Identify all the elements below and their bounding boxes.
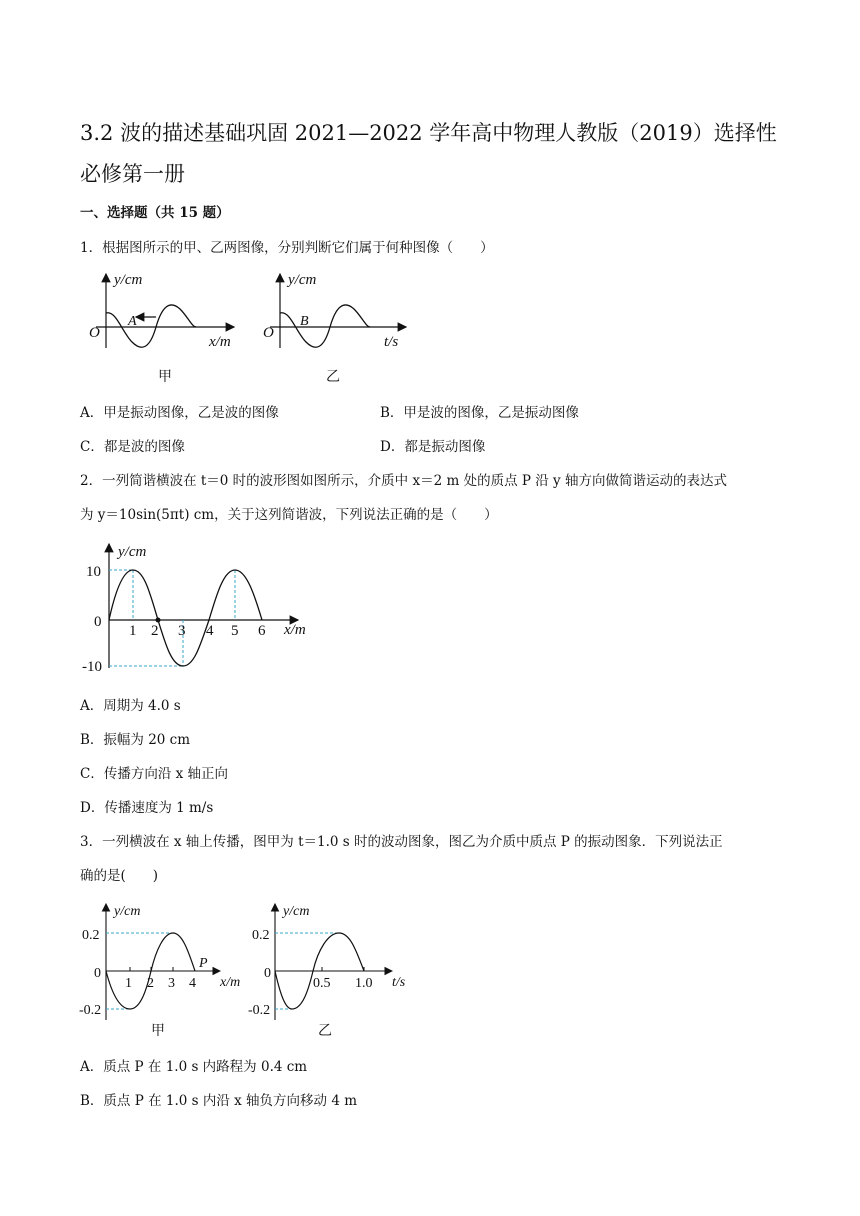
xlabel: x/m xyxy=(220,975,241,990)
q1-option-c[interactable]: C．都是波的图像 xyxy=(80,439,185,455)
y-tick-zero: 0 xyxy=(264,966,271,981)
q1-option-d[interactable]: D．都是振动图像 xyxy=(380,439,486,455)
wave-curve xyxy=(109,570,262,666)
origin-label: O xyxy=(89,325,100,341)
q1-figure-jia xyxy=(84,270,254,390)
point-label: B xyxy=(300,314,309,329)
y-tick-top: 10 xyxy=(86,564,101,580)
q2-figure xyxy=(80,538,330,688)
question-3-line-2: 确的是( ) xyxy=(80,868,159,884)
q3-option-a[interactable]: A．质点 P 在 1.0 s 内路程为 0.4 cm xyxy=(80,1059,308,1075)
x-tick-2: 2 xyxy=(151,623,159,639)
x-tick-4: 4 xyxy=(206,623,214,639)
x-tick-3: 3 xyxy=(178,623,186,639)
q1-option-a[interactable]: A．甲是振动图像，乙是波的图像 xyxy=(80,405,279,421)
wave-curve xyxy=(106,305,196,347)
y-tick-top: 0.2 xyxy=(252,928,270,943)
figure-caption: 乙 xyxy=(318,1024,332,1039)
q2-option-c[interactable]: C．传播方向沿 x 轴正向 xyxy=(80,766,229,782)
xlabel: t/s xyxy=(392,975,406,990)
question-2-line-1: 2．一列简谐横波在 t＝0 时的波形图如图所示，介质中 x＝2 m 处的质点 P 沿 y 轴方向做简谐运动的表达式 xyxy=(80,473,727,489)
q2-option-d[interactable]: D．传播速度为 1 m/s xyxy=(80,800,214,816)
vibration-curve xyxy=(280,305,370,347)
x-tick-3: 3 xyxy=(168,976,175,991)
point-label: P xyxy=(199,956,208,971)
ylabel: y/cm xyxy=(288,272,317,288)
y-tick-bottom: -10 xyxy=(82,659,102,675)
q2-option-b[interactable]: B．振幅为 20 cm xyxy=(80,732,191,748)
section-heading: 一、选择题（共 15 题） xyxy=(80,205,230,221)
x-tick-2: 2 xyxy=(147,976,154,991)
question-1-stem: 1．根据图所示的甲、乙两图像，分别判断它们属于何种图像（ ） xyxy=(80,240,494,256)
y-tick-bottom: -0.2 xyxy=(248,1003,271,1018)
q1-option-b[interactable]: B．甲是波的图像，乙是振动图像 xyxy=(380,405,579,421)
x-tick-1: 1 xyxy=(129,623,137,639)
q3-figure-jia xyxy=(78,898,258,1043)
origin-label: O xyxy=(263,325,274,341)
q1-figure-yi xyxy=(258,270,428,390)
question-2-line-2: 为 y＝10sin(5πt) cm，关于这列简谐波，下列说法正确的是（ ） xyxy=(80,507,498,523)
ylabel: y/cm xyxy=(114,272,143,288)
figure-caption: 乙 xyxy=(326,370,340,385)
document-title: 3.2 波的描述基础巩固 2021—2022 学年高中物理人教版（2019）选择性必修第一册 xyxy=(80,121,777,186)
x-tick-5: 5 xyxy=(231,623,239,639)
question-3-line-1: 3．一列横波在 x 轴上传播，图甲为 t＝1.0 s 时的波动图象，图乙为介质中质点 P 的振动图象．下列说法正 xyxy=(80,834,723,850)
q3-option-b[interactable]: B．质点 P 在 1.0 s 内沿 x 轴负方向移动 4 m xyxy=(80,1093,358,1109)
q3-figure-yi xyxy=(246,898,426,1043)
y-tick-zero: 0 xyxy=(94,966,101,981)
x-tick-1: 1 xyxy=(125,976,132,991)
x-tick-4: 4 xyxy=(189,976,196,991)
xlabel: x/m xyxy=(209,334,231,350)
ylabel: y/cm xyxy=(118,544,147,560)
figure-caption: 甲 xyxy=(158,370,172,385)
y-tick-bottom: -0.2 xyxy=(79,1003,102,1018)
point-label: A xyxy=(128,314,137,329)
x-tick-6: 6 xyxy=(258,623,266,639)
figure-caption: 甲 xyxy=(151,1024,165,1039)
y-tick-top: 0.2 xyxy=(82,928,100,943)
xlabel: x/m xyxy=(284,622,306,638)
ylabel: y/cm xyxy=(283,904,310,919)
y-tick-zero: 0 xyxy=(94,614,102,630)
q2-option-a[interactable]: A．周期为 4.0 s xyxy=(80,698,181,714)
x-tick-10: 1.0 xyxy=(355,976,373,991)
point-p xyxy=(156,618,161,623)
xlabel: t/s xyxy=(384,334,399,350)
x-tick-05: 0.5 xyxy=(313,976,331,991)
ylabel: y/cm xyxy=(114,904,141,919)
